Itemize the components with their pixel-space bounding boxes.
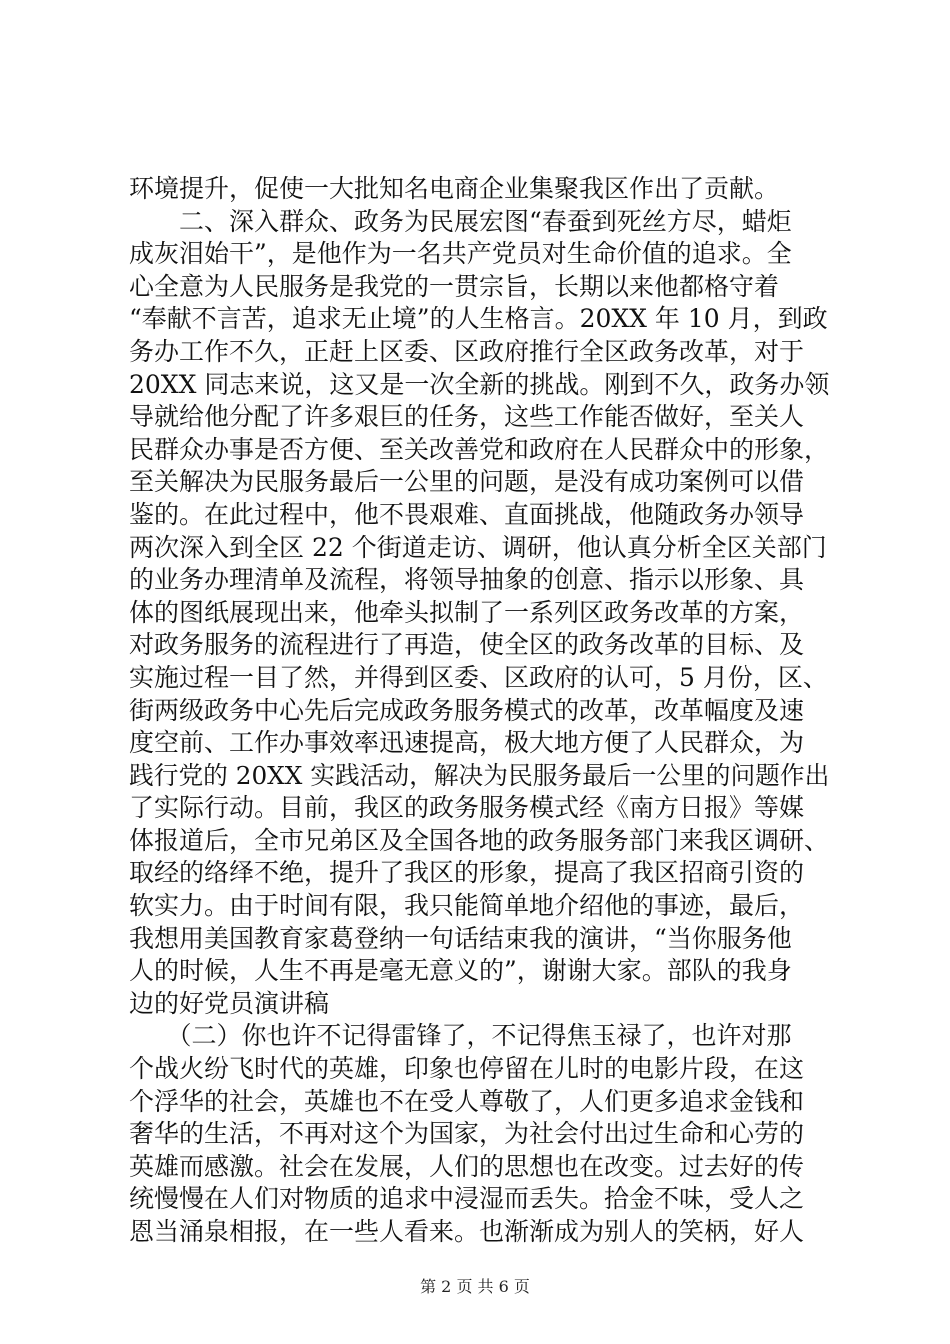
text-line: 统慢慢在人们对物质的追求中浸湿而丢失。拾金不味，受人之 [129,1184,805,1214]
body-text [129,173,829,1249]
text-line: 成灰泪始干”，是他作为一名共产党员对生命价值的追求。全 [129,239,792,269]
text-line: 人的时候，人生不再是毫无意义的”，谢谢大家。部队的我身 [129,956,792,986]
text-line: 的业务办理清单及流程，将领导抽象的创意、指示以形象、具 [129,565,805,595]
text-line: 度空前、工作办事效率迅速提高，极大地方便了人民群众，为 [129,728,805,758]
text-line: 街两级政务中心先后完成政务服务模式的改革，改革幅度及速 [129,695,805,725]
text-line: “奉献不言苦，追求无止境”的人生格言。20XX 年 10 月，到政 [129,304,828,334]
text-line: （二）你也许不记得雷锋了，不记得焦玉禄了，也许对那 [129,1021,792,1051]
text-line: 我想用美国教育家葛登纳一句话结束我的演讲，“当你服务他 [129,923,792,953]
text-line: 实施过程一目了然，并得到区委、区政府的认可，5 月份，区、 [129,662,828,692]
text-line: 两次深入到全区 22 个街道走访、调研，他认真分析全区关部门 [129,532,827,562]
text-line: 取经的络绎不绝，提升了我区的形象，提高了我区招商引资的 [129,858,805,888]
page-footer: 第 2 页 共 6 页 [420,1277,530,1296]
text-line: 二、深入群众、政务为民展宏图“春蚕到死丝方尽，蜡炬 [129,206,792,236]
text-line: 边的好党员演讲稿 [129,988,330,1018]
text-line: 软实力。由于时间有限，我只能简单地介绍他的事迹，最后， [129,891,805,921]
text-line: 对政务服务的流程进行了再造，使全区的政务改革的目标、及 [129,630,805,660]
text-line: 个战火纷飞时代的英雄，印象也停留在儿时的电影片段，在这 [129,1054,805,1084]
text-line: 导就给他分配了许多艰巨的任务，这些工作能否做好，至关人 [129,402,805,432]
text-line: 践行党的 20XX 实践活动，解决为民服务最后一公里的问题作出 [129,760,829,790]
text-line: 个浮华的社会，英雄也不在受人尊敬了，人们更多追求金钱和 [129,1086,805,1116]
text-line: 体的图纸展现出来，他牵头拟制了一系列区政务改革的方案， [129,597,805,627]
text-line: 恩当涌泉相报，在一些人看来。也渐渐成为别人的笑柄，好人 [129,1217,805,1246]
text-line: 奢华的生活，不再对这个为国家，为社会付出过生命和心劳的 [129,1119,805,1149]
text-line: 至关解决为民服务最后一公里的问题，是没有成功案例可以借 [129,467,805,497]
text-line: 务办工作不久，正赶上区委、区政府推行全区政务改革，对于 [129,336,805,366]
text-line: 环境提升，促使一大批知名电商企业集聚我区作出了贡献。 [129,174,780,203]
text-line: 鉴的。在此过程中，他不畏艰难、直面挑战，他随政务办领导 [129,499,805,529]
text-line: 了实际行动。目前，我区的政务服务模式经《南方日报》等媒 [129,793,805,823]
text-line: 心全意为人民服务是我党的一贯宗旨，长期以来他都格守着 [129,271,780,301]
text-line: 20XX 同志来说，这又是一次全新的挑战。刚到不久，政务办领 [129,369,829,399]
text-line: 英雄而感激。社会在发展，人们的思想也在改变。过去好的传 [129,1151,805,1181]
text-line: 体报道后，全市兄弟区及全国各地的政务服务部门来我区调研、 [129,825,829,855]
text-line: 民群众办事是否方便、至关改善党和政府在人民群众中的形象， [129,434,829,464]
